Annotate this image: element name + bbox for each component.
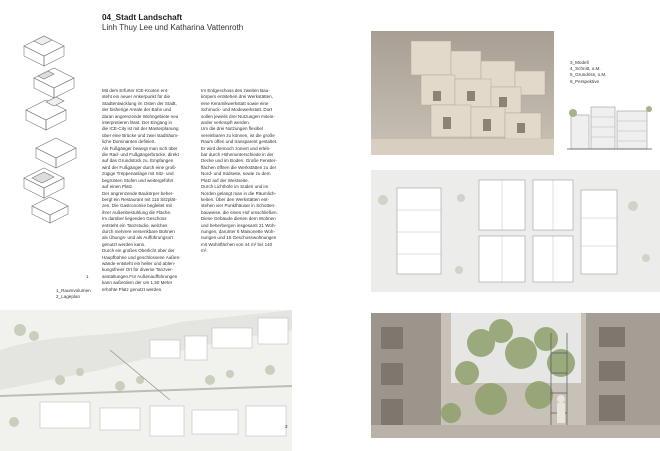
body-text-column-1: Mit dem Erfurter ICE-Knoten ent- steht ein neuer Ankerpunkt für die Stadtentwicklung im Osten der Stadt, der bisherige Areale der Bahn und daran angrenzende Wohngebiete neu interpretieren lässt. Der Eingang in die ICE-City ist mit der Masterplanung über eine Brücke und zwei stadträum- liche Dominanten definiert. Als Fußgänger bewegt man sich über die Rad- und Fußgängerbrücke, direkt auf das Grundstück zu. Empfangen wird der Fußgänger durch eine groß- zügige Treppenanlage mit Sitz- und begrünten Stufen und weitergeführt auf einen Platz. Der angrenzende Baukörper beher- bergt ein Restaurant mit 115 Sitzplät- zen. Die Gastronomie begleitet mit ihrer Außenbestuhlung die Fläche. Im darüber liegenden Geschoss entsteht ein Tanzstudio, welches durch mehrere versenkbare Bühnen als Übungs- und als Aufführungsort genutzt werden kann. Durch ein großes Oberlicht über der Haupfbühne und geschlossene Außen- wände entsteht ein heller und ablen- kungsfreier Ort für diverse Tanzver- anstaltungen.Für Außenaufführungen kann außerdem der um 1,50 Meter erhöhte Platz genutzt werden. — [102, 88, 181, 292]
floor-plan-drawing — [371, 170, 660, 292]
figure-legend-left: 1_Raumvolumen 2_Lageplan — [56, 288, 91, 300]
figure-number-1: 1 — [86, 274, 89, 279]
section-drawing — [567, 97, 652, 157]
article-title: 04_Stadt Landschaft — [102, 13, 183, 22]
figure-number-2: 2 — [285, 424, 288, 429]
volume-diagram — [18, 28, 80, 228]
article-authors: Linh Thuy Lee und Katharina Vattenroth — [102, 23, 244, 32]
model-photo — [371, 31, 554, 155]
site-plan-image — [0, 310, 292, 451]
perspective-render — [371, 313, 660, 438]
figure-legend-right: 3_Modell 4_Schnitt, o.M. 5_Grundriss, o.M. 6_Perspektive — [570, 60, 607, 84]
body-text-column-2: Im Erdgeschoss des zweiten Bau- körpers entstehen drei Werkstätten, eine Keramikwerkstatt sowie eine Schmuck- und Modewerkstatt. Dort sollen jeweils drei Nutzungen mitein- ander verknüpft werden. Um die drei Nutzungen flexibel vereinbaren zu können, ist die große Raum offen und transparent gestaltet. Er wird dennoch zoniert und erleb- bar durch Höhenunterschiede in der Decke und im Boden. Große Fenster- flächen öffnen die Werkstätten zu der Nord- und Südseite, sowie zu dem Platz auf der Westseite. Durch Lichthöfe im Süden und im Norden gelangt man in die Räumlich- keiten. Über den Werkstätten ent- stehen vier Punkthäuser in Schotten- bauweise, die einen Hof umschließen. Diese Gebäude dienen dem Wohnen und beherbergen insgesamt 21 Woh- nungen, darunter 6 Maisonette Woh- nungen und 15 Geschosswohnungen mit Wohnflächen von 44 m² bis 140 m². — [201, 88, 278, 254]
